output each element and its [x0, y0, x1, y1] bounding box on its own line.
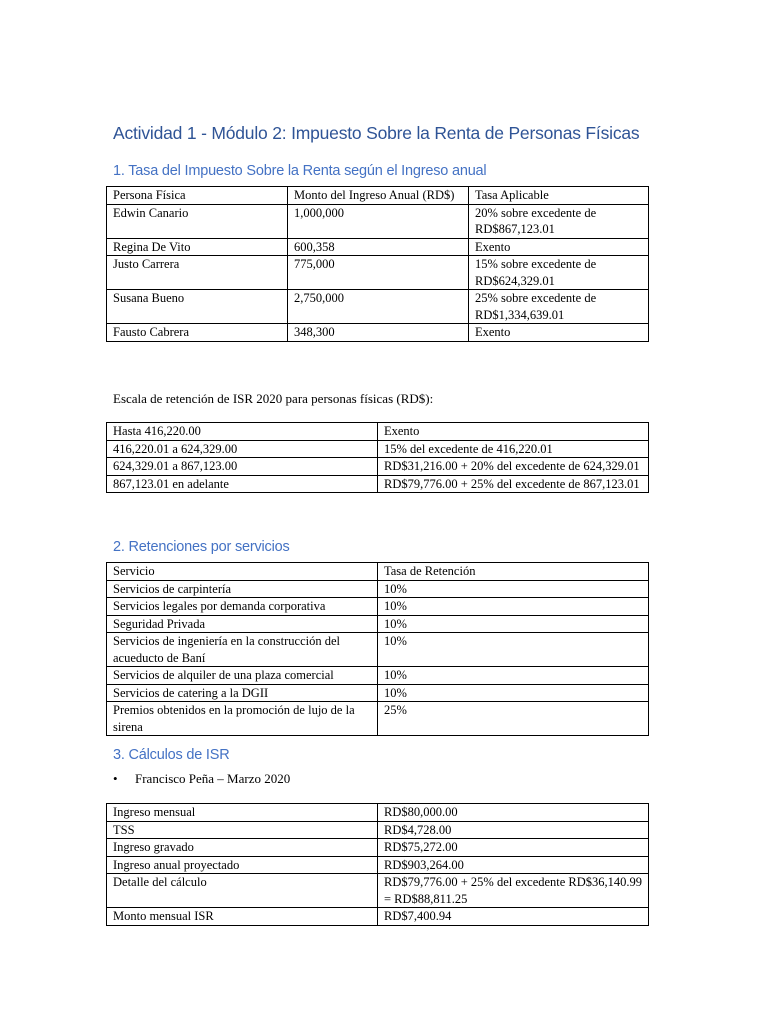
- table-cell: 2,750,000: [288, 290, 469, 324]
- table-cell: 775,000: [288, 256, 469, 290]
- table-cell: RD$31,216.00 + 20% del excedente de 624,329.01: [378, 458, 649, 476]
- section2-heading: 2. Retenciones por servicios: [113, 539, 290, 555]
- table-cell: Regina De Vito: [107, 238, 288, 256]
- table-row: [107, 839, 649, 857]
- table-cell: 600,358: [288, 238, 469, 256]
- table-row: [107, 702, 649, 736]
- table-row: [107, 423, 649, 441]
- page-title: Actividad 1 - Módulo 2: Impuesto Sobre la Renta de Personas Físicas: [113, 123, 640, 143]
- table-cell: 416,220.01 a 624,329.00: [107, 440, 378, 458]
- table-row: [107, 580, 649, 598]
- table-row: [107, 290, 649, 324]
- table-cell: Servicios legales por demanda corporativa: [107, 598, 378, 616]
- table-row: [107, 908, 649, 926]
- table-cell: Edwin Canario: [107, 204, 288, 238]
- table-cell: 10%: [378, 684, 649, 702]
- bullet-text: Francisco Peña – Marzo 2020: [135, 771, 291, 786]
- table-cell: 10%: [378, 667, 649, 685]
- table-cell: TSS: [107, 821, 378, 839]
- table-cell: Servicios de alquiler de una plaza comercial: [107, 667, 378, 685]
- table-cell: 20% sobre excedente de RD$867,123.01: [469, 204, 649, 238]
- table-row: [107, 458, 649, 476]
- table-cell: 15% sobre excedente de RD$624,329.01: [469, 256, 649, 290]
- scale-intro: Escala de retención de ISR 2020 para personas físicas (RD$):: [113, 391, 434, 406]
- table-row: [107, 204, 649, 238]
- isr-calculation-table: [106, 803, 649, 926]
- service-withholding-table: [106, 562, 649, 736]
- table-cell: RD$903,264.00: [378, 856, 649, 874]
- table-cell: 348,300: [288, 324, 469, 342]
- table-header-cell: Persona Física: [107, 187, 288, 205]
- table-cell: Exento: [469, 238, 649, 256]
- table-cell: Fausto Cabrera: [107, 324, 288, 342]
- table-cell: Exento: [378, 423, 649, 441]
- table-cell: 10%: [378, 615, 649, 633]
- table-header-cell: Monto del Ingreso Anual (RD$): [288, 187, 469, 205]
- table-row: [107, 475, 649, 493]
- table-cell: RD$80,000.00: [378, 804, 649, 822]
- table-cell: 15% del excedente de 416,220.01: [378, 440, 649, 458]
- table-cell: Ingreso anual proyectado: [107, 856, 378, 874]
- table-cell: Exento: [469, 324, 649, 342]
- table-cell: 10%: [378, 598, 649, 616]
- table-cell: Ingreso mensual: [107, 804, 378, 822]
- income-rate-table: [106, 186, 649, 342]
- section3-heading: 3. Cálculos de ISR: [113, 747, 230, 763]
- table-cell: RD$79,776.00 + 25% del excedente de 867,123.01: [378, 475, 649, 493]
- table-cell: RD$4,728.00: [378, 821, 649, 839]
- table-header-row: [107, 187, 649, 205]
- table-cell: Detalle del cálculo: [107, 874, 378, 908]
- table-cell: 1,000,000: [288, 204, 469, 238]
- table-row: [107, 874, 649, 908]
- table-row: [107, 856, 649, 874]
- table-cell: Premios obtenidos en la promoción de lujo de la sirena: [107, 702, 378, 736]
- table-header-cell: Tasa de Retención: [378, 563, 649, 581]
- table-row: [107, 633, 649, 667]
- section1-heading: 1. Tasa del Impuesto Sobre la Renta según el Ingreso anual: [113, 163, 487, 179]
- table-cell: 624,329.01 a 867,123.00: [107, 458, 378, 476]
- table-row: [107, 238, 649, 256]
- table-cell: 25% sobre excedente de RD$1,334,639.01: [469, 290, 649, 324]
- table-cell: 10%: [378, 580, 649, 598]
- table-cell: Seguridad Privada: [107, 615, 378, 633]
- table-row: [107, 667, 649, 685]
- table-cell: Susana Bueno: [107, 290, 288, 324]
- table-row: [107, 821, 649, 839]
- table-cell: Hasta 416,220.00: [107, 423, 378, 441]
- table-header-row: [107, 563, 649, 581]
- bullet-item: [113, 770, 290, 787]
- table-cell: Servicios de ingeniería en la construcción del acueducto de Baní: [107, 633, 378, 667]
- table-cell: Justo Carrera: [107, 256, 288, 290]
- table-cell: RD$79,776.00 + 25% del excedente RD$36,140.99 = RD$88,811.25: [378, 874, 649, 908]
- table-cell: 10%: [378, 633, 649, 667]
- table-row: [107, 804, 649, 822]
- table-row: [107, 256, 649, 290]
- table-cell: RD$75,272.00: [378, 839, 649, 857]
- bullet-icon: •: [113, 771, 118, 786]
- isr-scale-table: [106, 422, 649, 493]
- table-row: [107, 440, 649, 458]
- table-cell: RD$7,400.94: [378, 908, 649, 926]
- table-header-cell: Servicio: [107, 563, 378, 581]
- table-header-cell: Tasa Aplicable: [469, 187, 649, 205]
- table-row: [107, 324, 649, 342]
- table-row: [107, 615, 649, 633]
- table-cell: Monto mensual ISR: [107, 908, 378, 926]
- table-cell: Servicios de catering a la DGII: [107, 684, 378, 702]
- table-cell: Ingreso gravado: [107, 839, 378, 857]
- table-cell: 867,123.01 en adelante: [107, 475, 378, 493]
- table-cell: Servicios de carpintería: [107, 580, 378, 598]
- table-row: [107, 598, 649, 616]
- table-row: [107, 684, 649, 702]
- table-cell: 25%: [378, 702, 649, 736]
